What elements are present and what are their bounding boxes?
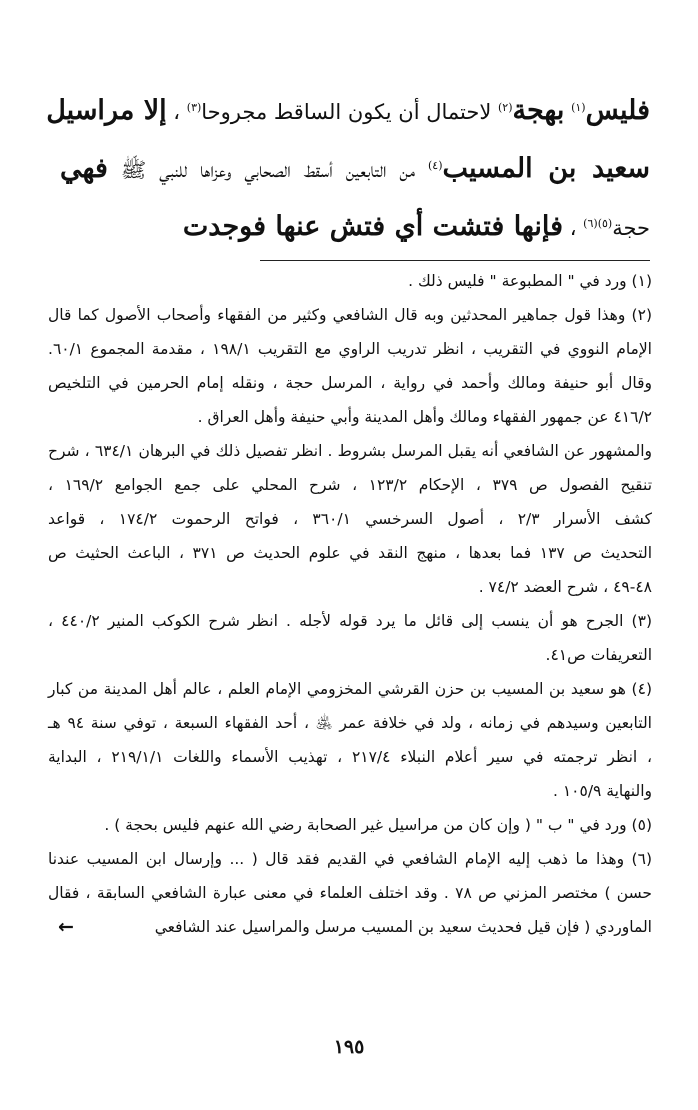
footnote-ref-5: (٥) <box>597 217 613 230</box>
main-text-span: حجة <box>612 216 650 240</box>
footnote-line: الماوردي ( فإن قيل فحديث سعيد بن المسيب مرسل والمراسيل عند الشافعي <box>154 918 652 936</box>
footnote-line: ، انظر ترجمته في سير أعلام النبلاء ٢١٧/٤ ، تهذيب الأسماء واللغات ٢١٩/١/١ ، البداية <box>48 748 653 766</box>
footnote-line: وقال أبو حنيفة ومالك وأحمد في رواية ، المرسل حجة ، ونقله إمام الحرمين في التلخيص <box>48 374 652 392</box>
footnote-line: (٥) ورد في " ب " ( وإن كان من مراسيل غير الصحابة رضي الله عنهم فليس بحجة ) . <box>104 816 652 834</box>
main-text-span: ، <box>173 100 181 124</box>
main-line-1 <box>46 82 650 140</box>
footnote-line: ٤١٦/٢ عن جمهور الفقهاء ومالك وأهل المدينة وأبي حنيفة وأهل العراق . <box>197 408 652 426</box>
footnote-line: كشف الأسرار ٢/٣ ، أصول السرخسي ٣٦٠/١ ، فواتح الرحموت ١٧٤/٢ ، قواعد <box>48 510 652 528</box>
page-number: ١٩٥ <box>333 1036 365 1058</box>
footnotes <box>48 264 652 944</box>
footnote-ref-6: (٦) <box>583 217 598 230</box>
footnote-line: (٤) هو سعيد بن المسيب بن حزن القرشي المخزومي الإمام العلم ، عالم أهل المدينة من كبار <box>48 680 652 698</box>
footnote-ref-2: (٢) <box>497 101 513 114</box>
footnote-line: والنهاية ١٠٥/٩ . <box>552 782 652 800</box>
continue-arrow-icon: ← <box>58 916 74 938</box>
footnote-ref-4: (٤) <box>428 159 443 172</box>
footnote-line: (٦) وهذا ما ذهب إليه الإمام الشافعي في القديم فقد قال ( ... وإرسال ابن المسيب عندنا <box>48 850 652 868</box>
footnote-line: تنقيح الفصول ص ٣٧٩ ، الإحكام ١٢٣/٢ ، شرح المحلي على جمع الجوامع ١٦٩/٢ ، <box>48 476 653 494</box>
main-text-span: ، <box>569 216 577 240</box>
footnote-line: الإمام النووي في التقريب ، انظر تدريب الراوي مع التقريب ١٩٨/١ ، مقدمة المجموع ٦٠/١. <box>48 340 652 358</box>
footnote-ref-1: (١) <box>571 101 586 114</box>
main-text <box>46 82 650 256</box>
main-text-span: فإنها فتشت أي فتش عنها فوجدت <box>182 211 564 242</box>
main-line-3 <box>60 198 650 256</box>
footnote-line: (٢) وهذا قول جماهير المحدثين وبه قال الشافعي وكثير من الفقهاء وأصحاب الأصول كما قال <box>48 306 652 324</box>
main-text-span: إلا مراسيل <box>46 95 167 126</box>
main-text-span: فهي <box>60 153 108 184</box>
footnote-ref-3: (٣) <box>186 101 202 114</box>
footnote-line: ٤٨-٤٩ ، شرح العضد ٧٤/٢ . <box>478 578 652 596</box>
footnote-line: (٣) الجرح هو أن ينسب إلى قائل ما يرد قوله لأجله . انظر شرح الكوكب المنير ٤٤٠/٢ ، <box>48 612 652 630</box>
footnote-line: التابعين وسيدهم في زمانه ، ولد في خلافة عمر ﵁ ، أحد الفقهاء السبعة ، توفي سنة ٩٤ هـ <box>48 714 652 732</box>
footnote-line: التعريفات ص٤١. <box>545 646 652 664</box>
footnote-line: والمشهور عن الشافعي أنه يقبل المرسل بشروط . انظر تفصيل ذلك في البرهان ٦٣٤/١ ، شرح <box>48 442 653 460</box>
main-text-span: فليس <box>585 95 650 126</box>
main-text-span: سعيد بن المسيب <box>442 153 650 184</box>
footnote-line: حسن ) مختصر المزني ص ٧٨ . وقد اختلف العلماء في معنى عبارة الشافعي السابقة ، فقال <box>48 884 652 902</box>
main-text-span: لاحتمال أن يكون الساقط مجروحا <box>201 100 492 124</box>
footnote-line: التحديث ص ١٣٧ فما بعدها ، منهج النقد في علوم الحديث ص ٣٧١ ، الباعث الحثيث ص <box>48 544 652 562</box>
footnote-last-line <box>48 910 652 944</box>
main-text-span: من التابعين أسقط الصحابي وعزاها للنبي ﷺ <box>120 158 416 182</box>
footnote-line: (١) ورد في " المطبوعة " فليس ذلك . <box>408 272 652 290</box>
main-line-2 <box>60 140 650 198</box>
main-text-span: بهجة <box>512 95 565 126</box>
footnote-separator <box>260 260 650 261</box>
